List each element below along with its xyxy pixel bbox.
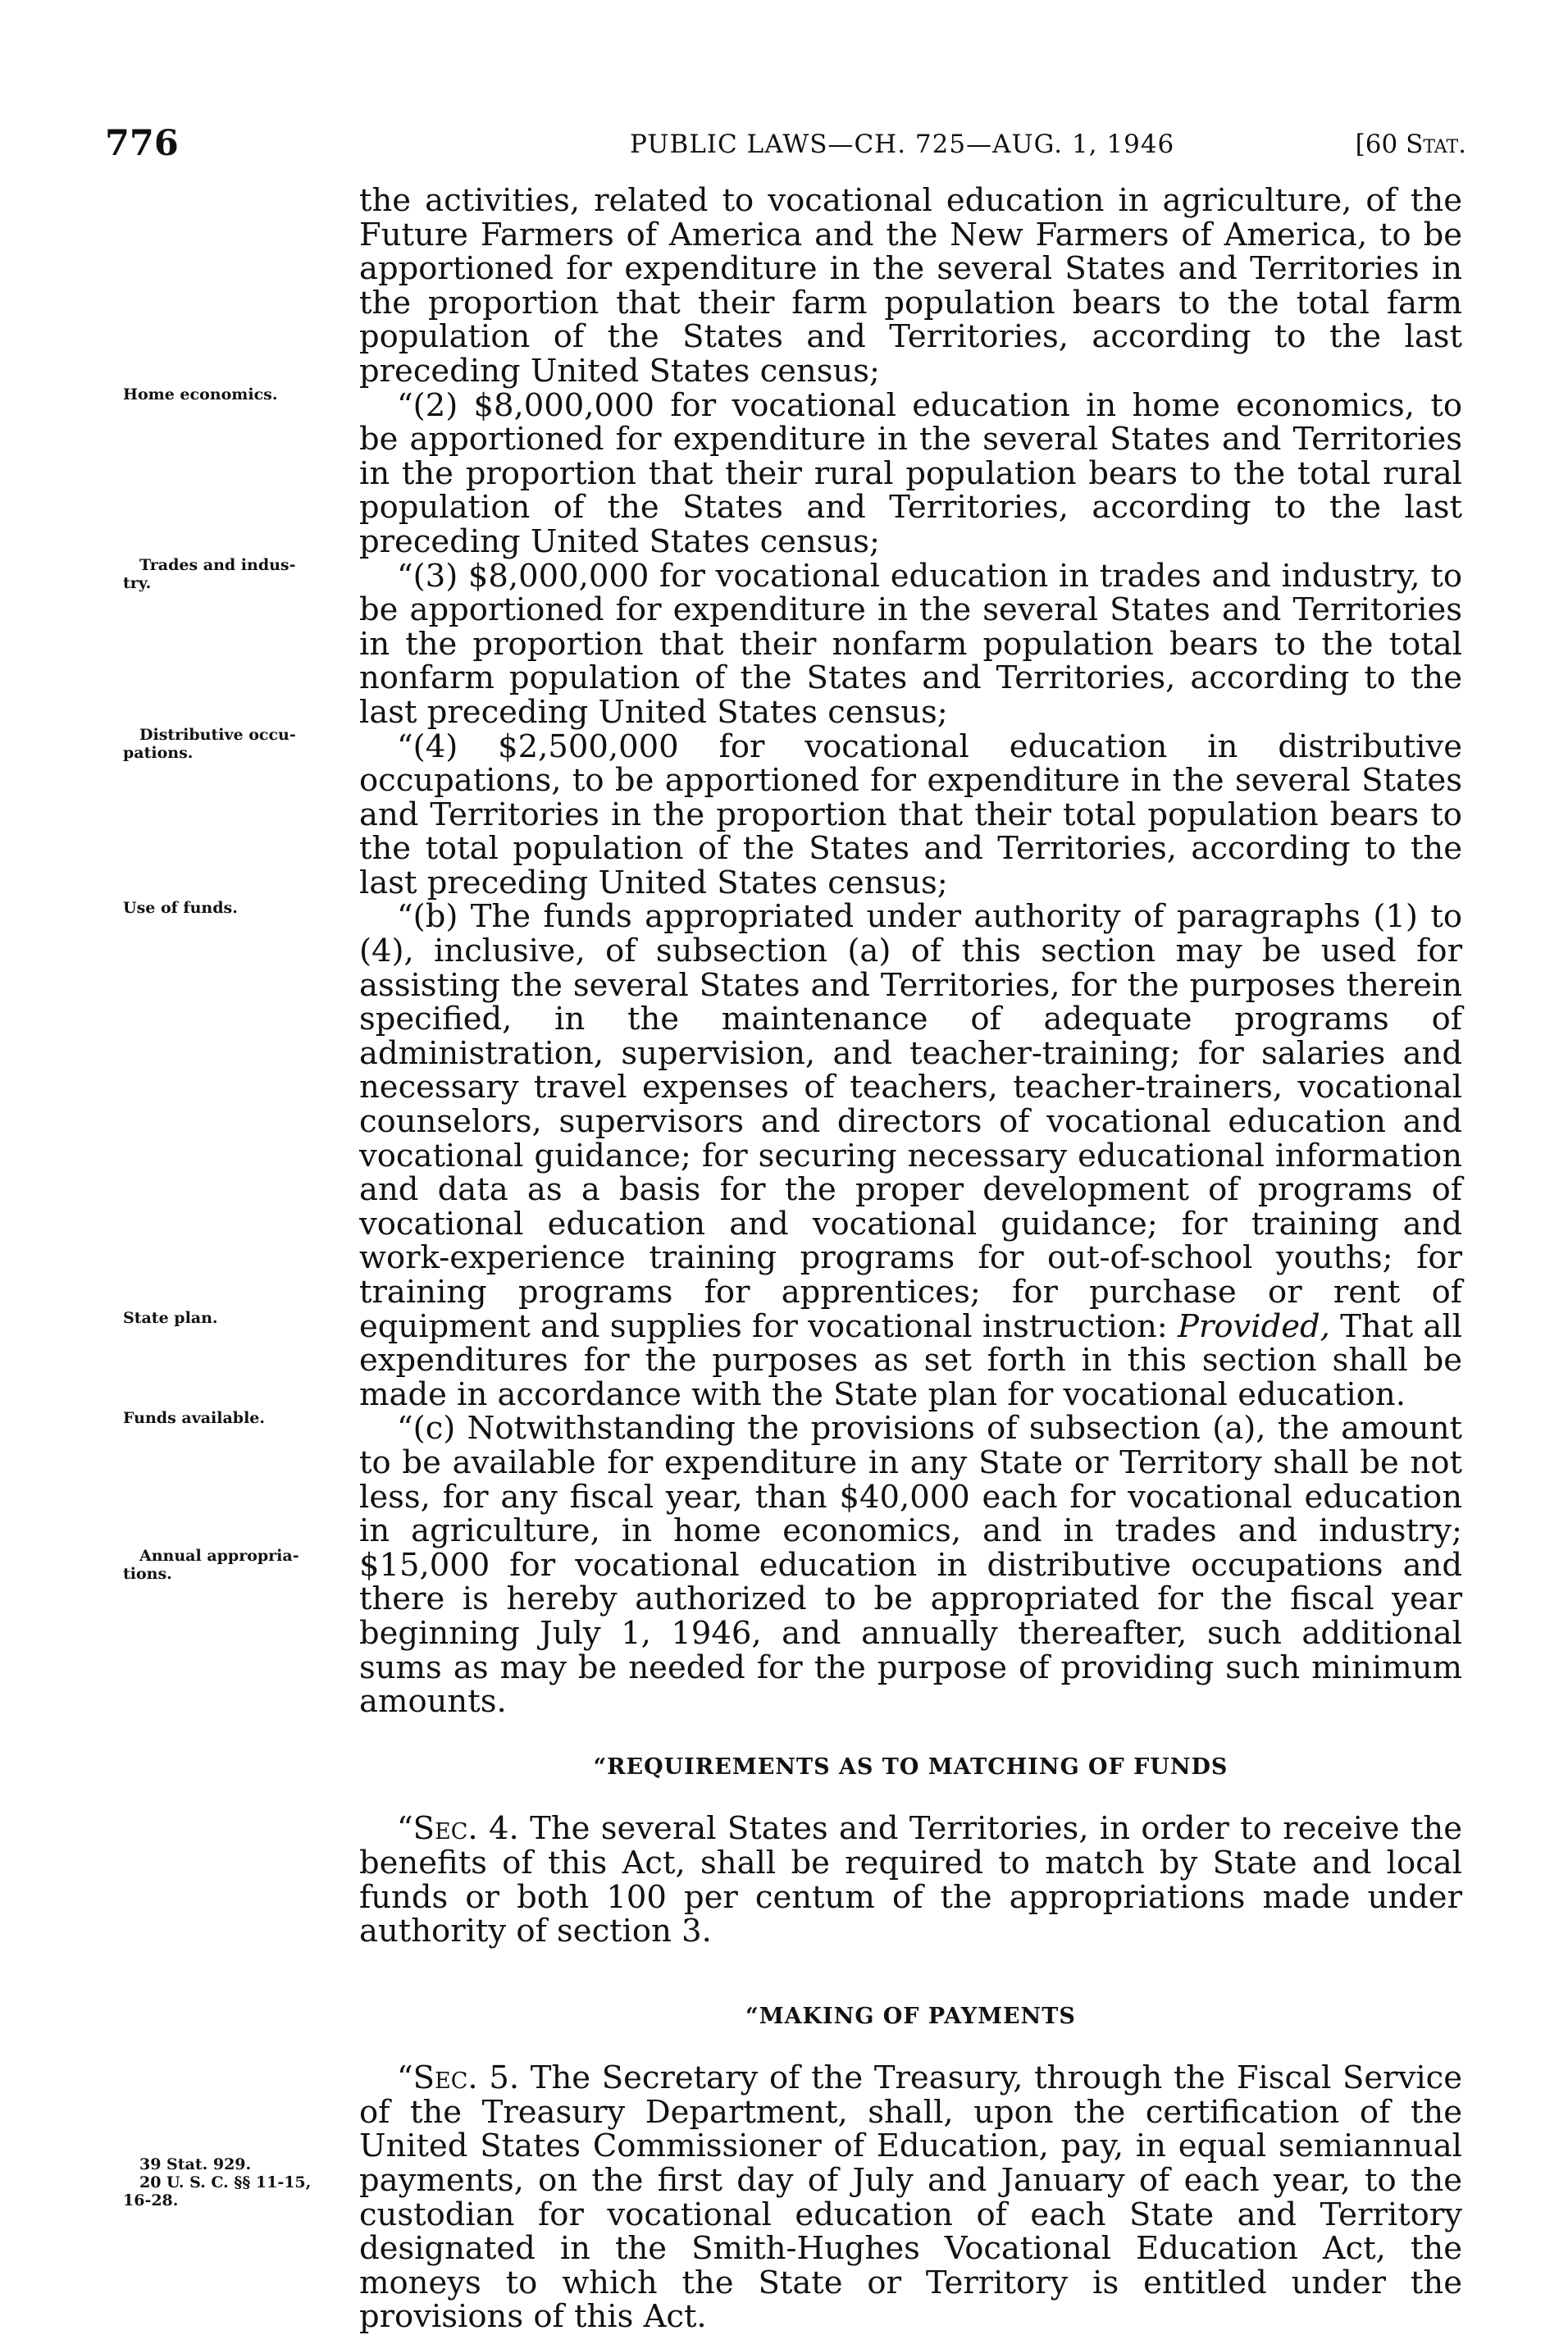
margin-note-line: 20 U. S. C. §§ 11-15, xyxy=(139,2173,312,2191)
margin-note-annual-appropriations xyxy=(123,1547,357,1583)
page-number: 776 xyxy=(105,123,179,164)
margin-note-distributive xyxy=(123,726,357,762)
volume-ref-stat: Stat. xyxy=(1406,130,1466,159)
paragraph-2: “(2) $8,000,000 for vocational education in home economics, to be apportioned for expenditure in the several States and Territories in the proportion that their rural population bears to the total rural population of the States and Territories, according to the last preceding United States census; xyxy=(359,386,1462,560)
provided-italic: Provided, xyxy=(1178,1307,1330,1345)
paragraph-1: the activities, related to vocational education in agriculture, of the Future Farmers of America and the New Farmers of America, to be apportioned for expenditure in the several States and Territories in the proportion that their farm population bears to the total farm population of the States and Territories, according to the last preceding United States census; xyxy=(359,182,1462,390)
paragraph-c: “(c) Notwithstanding the provisions of subsection (a), the amount to be available for expenditure in any State or Territory shall be not less, for any fiscal year, than $40,000 each for vocational education in agriculture, in home economics, and in trades and industry; $15,000 for vocational education in distributive occupations and there is hereby authorized to be appropriated for the fiscal year beginning July 1, 1946, and annually thereafter, such additional sums as may be needed for the purpose of providing such minimum amounts. xyxy=(359,1410,1462,1721)
paragraph-b-text-1: “(b) The funds appropriated under authority of paragraphs (1) to (4), inclusive, of subsection (a) of this section may be used for assisting the several States and Territories, for the purposes therein specified, in the maintenance of adequate programs of administration, supervision, and teacher-training; for salaries and necessary travel expenses of teachers, teacher-trainers, vocational counselors, supervisors and directors of vocational education and vocational guidance; for securing necessary educational information and data as a basis for the proper development of programs of vocational education and vocational guidance; for training and work-experience training programs for out-of-school youths; for training programs for apprentices; for purchase or rent of equipment and supplies for vocational instruction: xyxy=(359,898,1462,1345)
section-5-text: 5. The Secretary of the Treasury, through the Fiscal Service of the Treasury Department, shall, upon the certification of the United States Commissioner of Education, pay, in equal semiannual payments, on the first day of July and January of each year, to the custodian for vocational education of each State and Territory designated in the Smith-Hughes Vocational Education Act, the moneys to which the State or Territory is entitled under the provisions of this Act. xyxy=(359,2059,1462,2335)
paragraph-3: “(3) $8,000,000 for vocational education in trades and industry, to be apportioned for expenditure in the several States and Territories in the proportion that their nonfarm population bears to the total nonfarm population of the States and Territories, according to the last preceding United States census; xyxy=(359,557,1462,731)
section-4-text: 4. The several States and Territories, in order to receive the benefits of this Act, shall be required to match by State and local funds or both 100 per centum of the appropriations made under authority of section 3. xyxy=(359,1810,1462,1950)
section-heading-payments: “MAKING OF PAYMENTS xyxy=(745,2003,1076,2029)
section-5-lead: “Sec. xyxy=(397,2059,478,2097)
margin-note-trades xyxy=(123,556,357,592)
page-header xyxy=(105,123,1466,172)
margin-note-line: try. xyxy=(123,574,152,592)
section-4 xyxy=(359,1812,1462,1948)
section-5 xyxy=(359,2061,1462,2334)
margin-note-line: 39 Stat. 929. xyxy=(139,2155,252,2173)
margin-note-citation xyxy=(123,2155,357,2210)
margin-note-use-of-funds xyxy=(123,899,357,917)
margin-note-line: State plan. xyxy=(123,1309,218,1327)
margin-note-line: 16-28. xyxy=(123,2191,179,2210)
margin-note-line: Funds available. xyxy=(123,1409,265,1427)
running-head: PUBLIC LAWS—CH. 725—AUG. 1, 1946 xyxy=(630,130,1175,159)
section-heading-matching: “REQUIREMENTS AS TO MATCHING OF FUNDS xyxy=(593,1754,1228,1780)
margin-note-funds-available xyxy=(123,1409,357,1427)
margin-note-line: pations. xyxy=(123,744,194,762)
volume-reference xyxy=(1356,130,1466,159)
margin-note-line: Use of funds. xyxy=(123,899,238,917)
margin-note-line: Trades and indus- xyxy=(139,556,296,574)
margin-note-line: tions. xyxy=(123,1565,172,1583)
section-4-lead: “Sec. xyxy=(397,1810,478,1848)
margin-note-line: Distributive occu- xyxy=(139,726,296,744)
paragraph-4: “(4) $2,500,000 for vocational education in distributive occupations, to be apportioned for expenditure in the several States and Territories in the proportion that their total population bears to the total population of the States and Territories, according to the last preceding United States census; xyxy=(359,727,1462,901)
margin-note-state-plan xyxy=(123,1309,357,1327)
paragraph-b xyxy=(359,900,1462,1411)
paragraph-b-text-2: That all expenditures for the purposes as set forth in this section shall be made in accordance with the State plan for vocational education. xyxy=(359,1307,1462,1413)
body-text xyxy=(359,184,1462,2334)
margin-note-home-economics xyxy=(123,385,357,404)
margin-note-line: Annual appropria- xyxy=(139,1547,299,1565)
margin-note-line: Home economics. xyxy=(123,385,278,404)
volume-ref-prefix: [60 xyxy=(1355,130,1406,159)
